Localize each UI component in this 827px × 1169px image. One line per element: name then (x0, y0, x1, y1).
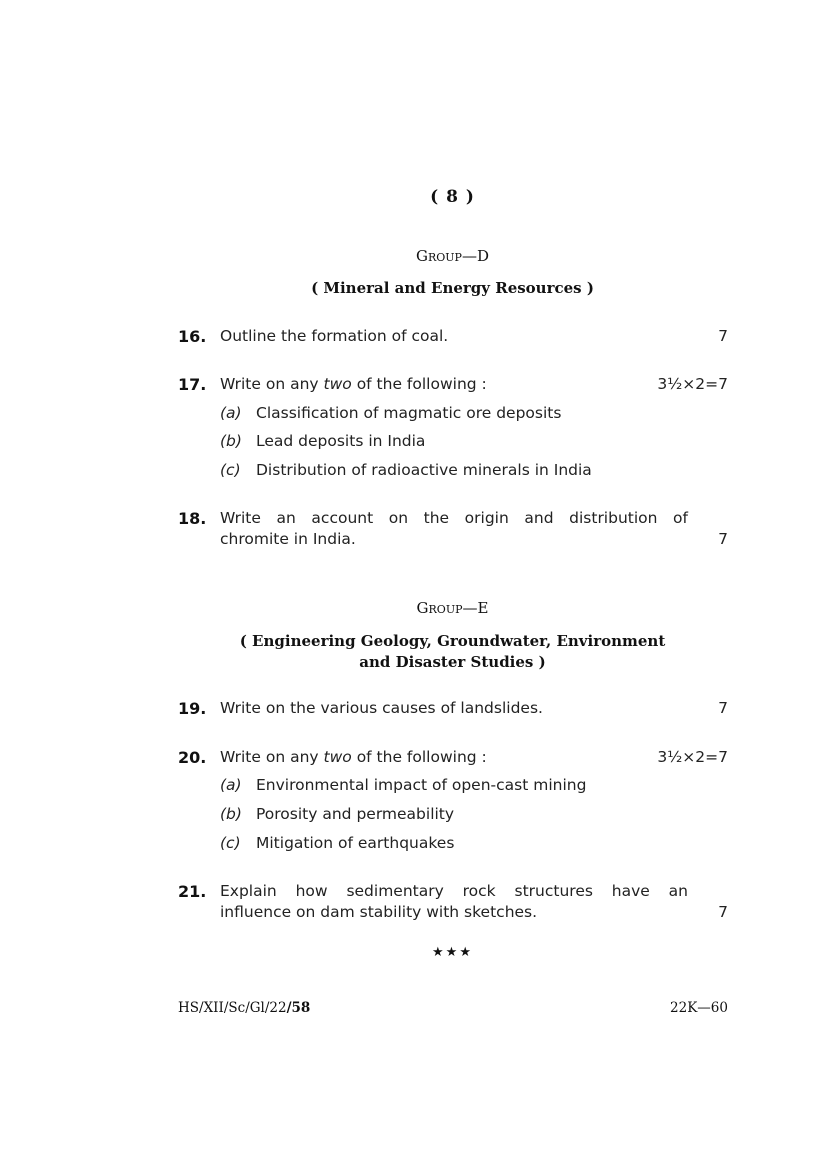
sub-question-text: Environmental impact of open-cast mining (256, 776, 587, 794)
sub-question (220, 461, 592, 479)
question-number: 18. (178, 509, 207, 528)
footer-code-prefix: HS/XII/Sc/Gl/22 (178, 1000, 287, 1016)
end-marker: ★★★ (432, 945, 473, 960)
sub-question-label: (a) (220, 404, 242, 422)
question-text-line2: chromite in India. (220, 530, 356, 548)
footer-code-suffix: /58 (286, 1000, 311, 1016)
question-number: 19. (178, 699, 207, 718)
sub-question (220, 776, 586, 794)
group-d-title: Group—D (416, 247, 489, 265)
question-text-line1: Write an account on the origin and distribution of (220, 509, 688, 527)
sub-question-text: Mitigation of earthquakes (256, 834, 455, 852)
sub-question-label: (a) (220, 776, 242, 794)
question-text: Outline the formation of coal. (220, 327, 449, 345)
question-number: 17. (178, 375, 207, 394)
footer-print-code: 22K—60 (670, 1000, 728, 1016)
question-marks: 7 (718, 530, 728, 548)
group-e-subtitle-line1: ( Engineering Geology, Groundwater, Environment (239, 632, 666, 650)
sub-question (220, 432, 425, 450)
sub-question-text: Lead deposits in India (256, 432, 426, 450)
question-number: 16. (178, 327, 207, 346)
sub-question-text: Porosity and permeability (256, 805, 455, 823)
question-marks: 3½×2=7 (657, 375, 728, 393)
question-text-line1: Explain how sedimentary rock structures have an (220, 882, 688, 900)
question-marks: 7 (718, 903, 728, 921)
sub-question (220, 404, 561, 422)
sub-question-text: Classification of magmatic ore deposits (256, 404, 562, 422)
group-d-subtitle: ( Mineral and Energy Resources ) (311, 279, 594, 297)
footer-code (178, 1000, 310, 1016)
question-marks: 3½×2=7 (657, 748, 728, 766)
question-number: 20. (178, 748, 207, 767)
question-text: Write on any two of the following : (220, 748, 487, 766)
sub-question-label: (c) (220, 834, 241, 852)
sub-question (220, 834, 454, 852)
question-marks: 7 (718, 699, 728, 717)
sub-question-label: (c) (220, 461, 241, 479)
sub-question-label: (b) (220, 432, 242, 450)
question-text: Write on any two of the following : (220, 375, 487, 393)
question-marks: 7 (718, 327, 728, 345)
question-number: 21. (178, 882, 207, 901)
sub-question-text: Distribution of radioactive minerals in India (256, 461, 592, 479)
page-number: ( 8 ) (430, 187, 475, 207)
sub-question-label: (b) (220, 805, 242, 823)
question-text-line2: influence on dam stability with sketches. (220, 903, 538, 921)
group-e-subtitle-line2: and Disaster Studies ) (359, 653, 546, 671)
question-text: Write on the various causes of landslides. (220, 699, 543, 717)
group-e-title: Group—E (416, 599, 489, 617)
sub-question (220, 805, 454, 823)
